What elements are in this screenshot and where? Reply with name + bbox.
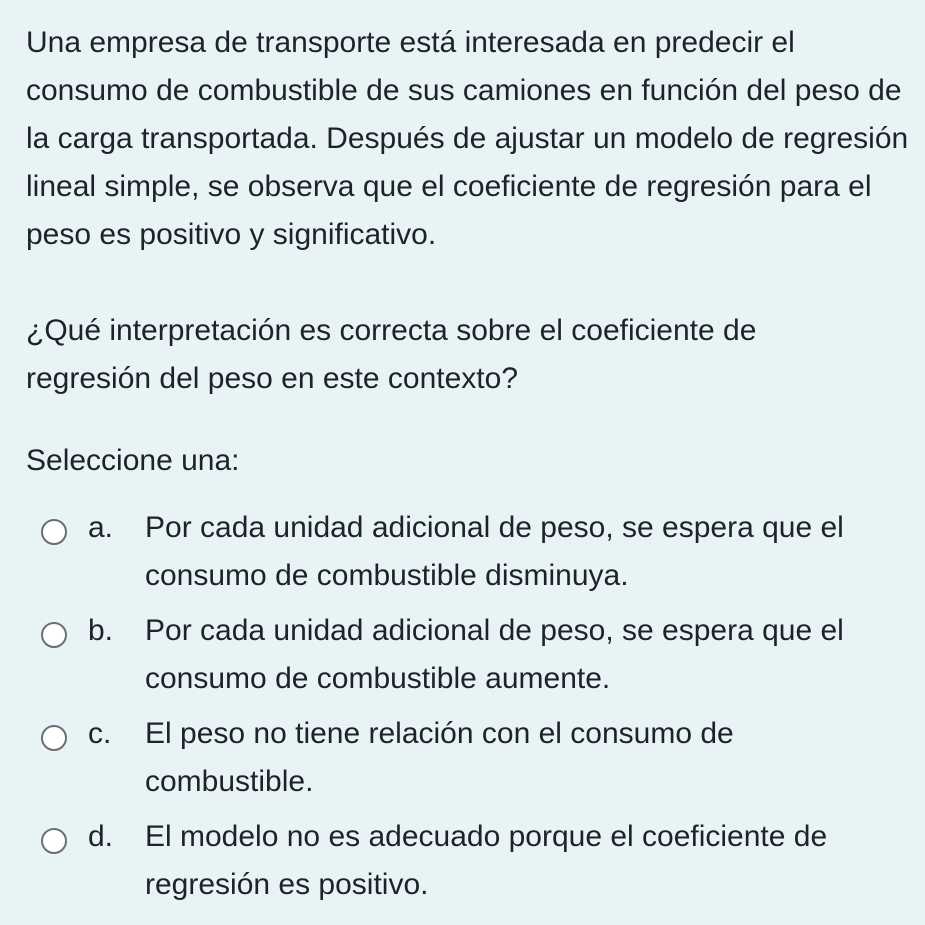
option-letter-a: a. (88, 511, 114, 544)
option-letter-c: c. (88, 717, 112, 750)
answer-option-b[interactable] (0, 607, 925, 710)
question-prompt: ¿Qué interpretación es correcta sobre el coeficiente de regresión del peso en este contexto? (26, 314, 757, 395)
radio-button-c[interactable] (41, 725, 67, 751)
answer-option-a[interactable] (0, 504, 925, 607)
option-text-c[interactable]: El peso no tiene relación con el consumo de combustible. (145, 717, 734, 798)
answer-options (0, 504, 925, 916)
answer-option-c[interactable] (0, 710, 925, 813)
option-text-a[interactable]: Por cada unidad adicional de peso, se espera que el consumo de combustible disminuya. (145, 511, 844, 592)
option-letter-d: d. (88, 820, 114, 853)
option-letter-b: b. (88, 614, 114, 647)
option-text-d[interactable]: El modelo no es adecuado porque el coeficiente de regresión es positivo. (145, 820, 828, 901)
radio-button-a[interactable] (41, 519, 67, 545)
answer-option-d[interactable] (0, 813, 925, 916)
radio-button-b[interactable] (41, 622, 67, 648)
question-text (26, 19, 911, 403)
select-one-label: Seleccione una: (26, 444, 240, 477)
option-text-b[interactable]: Por cada unidad adicional de peso, se espera que el consumo de combustible aumente. (145, 614, 844, 695)
radio-button-d[interactable] (41, 828, 67, 854)
question-intro: Una empresa de transporte está interesada en predecir el consumo de combustible de sus camiones en función del peso de la carga transportada. Después de ajustar un modelo de regresión lineal simple, se observa que el coeficiente de regresión para el peso es positivo y significativo. (26, 26, 909, 251)
